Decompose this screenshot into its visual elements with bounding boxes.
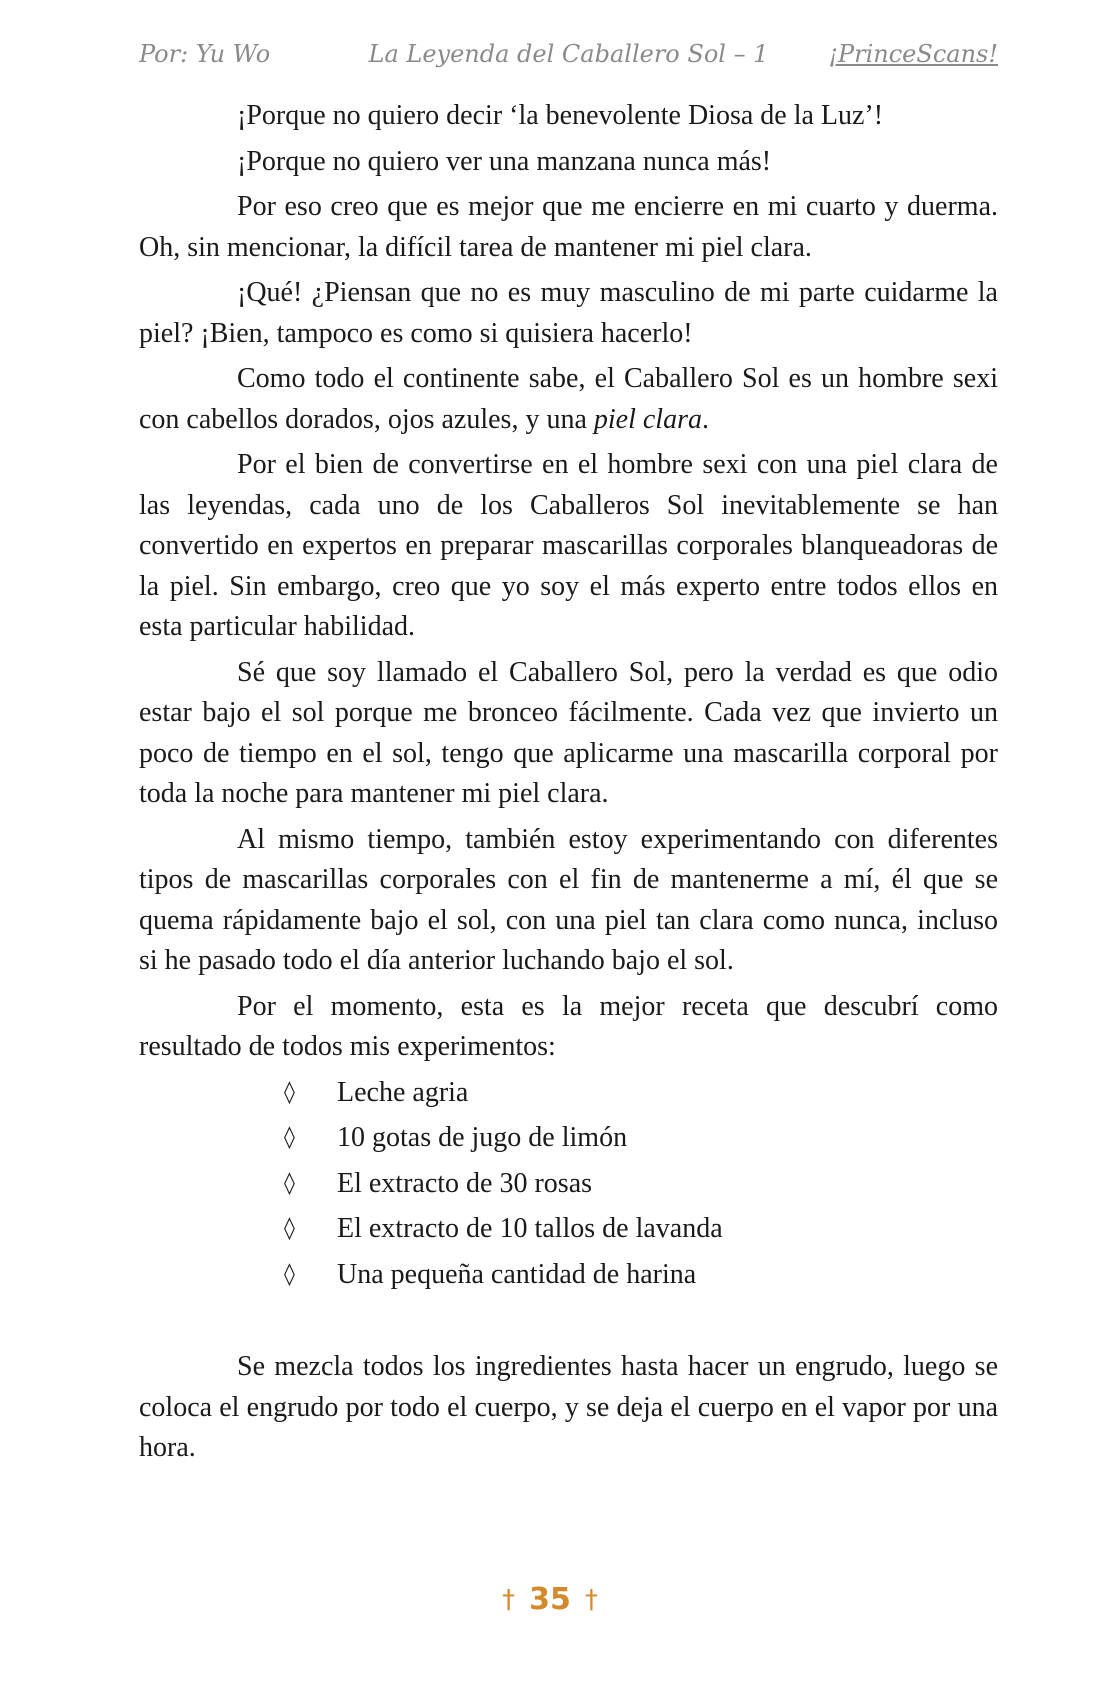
cross-ornament-icon: † — [502, 1585, 516, 1615]
page-footer — [0, 1582, 1100, 1617]
paragraph: ¡Porque no quiero ver una manzana nunca más! — [237, 145, 772, 177]
diamond-bullet-icon: ◊ — [284, 1079, 295, 1105]
header-book-title: La Leyenda del Caballero Sol – 1 — [368, 40, 769, 68]
paragraph: ¡Qué! ¿Piensan que no es muy masculino de mi parte cuidarme la piel? ¡Bien, tampoco es como si quisiera hacerlo! — [139, 277, 998, 349]
paragraph: Por eso creo que es mejor que me encierre en mi cuarto y duerma. Oh, sin mencionar, la difícil tarea de mantener mi piel clara. — [139, 191, 998, 263]
paragraph-text: . — [701, 403, 709, 435]
paragraph — [139, 359, 998, 440]
header-author: Por: Yu Wo — [139, 40, 271, 68]
header-scanlation-group: ¡PrinceScans! — [828, 40, 998, 68]
diamond-bullet-icon: ◊ — [284, 1216, 295, 1241]
paragraph: Sé que soy llamado el Caballero Sol, pero la verdad es que odio estar bajo el sol porque me bronceo fácilmente. Cada vez que invierto un poco de tiempo en el sol, tengo que aplicarme una mascarilla corporal por toda la noche para mantener mi piel clara. — [139, 656, 998, 809]
paragraph: Al mismo tiempo, también estoy experimentando con diferentes tipos de mascarillas corporales con el fin de mantenerme a mí, él que se quema rápidamente bajo el sol, con una piel tan clara como nunca, incluso si he pasado todo el día anterior luchando bajo el sol. — [139, 823, 998, 976]
list-item-text: El extracto de 30 rosas — [337, 1167, 593, 1199]
list-item-text: Una pequeña cantidad de harina — [337, 1258, 697, 1290]
paragraph-text: Como todo el continente sabe, el Caballero Sol es un hombre sexi con cabellos dorados, ojos azules, y una — [139, 363, 998, 435]
closing-paragraph: Se mezcla todos los ingredientes hasta hacer un engrudo, luego se coloca el engrudo por todo el cuerpo, y se deja el cuerpo en el vapor por una hora. — [139, 1351, 998, 1463]
list-item-text: El extracto de 10 tallos de lavanda — [337, 1213, 723, 1244]
list-item — [139, 1118, 998, 1159]
cross-ornament-icon: † — [584, 1585, 598, 1615]
section-spacer — [139, 1300, 998, 1347]
paragraph: ¡Porque no quiero decir ‘la benevolente Diosa de la Luz’! — [237, 100, 884, 131]
diamond-bullet-icon: ◊ — [284, 1170, 295, 1196]
paragraph: Por el momento, esta es la mejor receta que descubrí como resultado de todos mis experimentos: — [139, 990, 998, 1062]
diamond-bullet-icon: ◊ — [284, 1125, 295, 1150]
paragraph: Por el bien de convertirse en el hombre sexi con una piel clara de las leyendas, cada uno de los Caballeros Sol inevitablemente se han convertido en expertos en preparar mascarillas corporales blanqueadoras de la piel. Sin embargo, creo que yo soy el más experto entre todos ellos en esta particular habilidad. — [139, 449, 998, 642]
list-item-text: Leche agria — [337, 1076, 469, 1108]
recipe-list — [139, 1073, 998, 1296]
page-header — [139, 40, 998, 80]
list-item — [139, 1255, 998, 1296]
list-item — [139, 1164, 998, 1205]
list-item — [139, 1073, 998, 1114]
list-item — [139, 1209, 998, 1250]
emphasis-text: piel clara — [593, 403, 702, 435]
page-body — [139, 96, 998, 1474]
list-item-text: 10 gotas de jugo de limón — [337, 1122, 628, 1153]
page-number: 35 — [529, 1582, 571, 1617]
diamond-bullet-icon: ◊ — [284, 1261, 295, 1287]
